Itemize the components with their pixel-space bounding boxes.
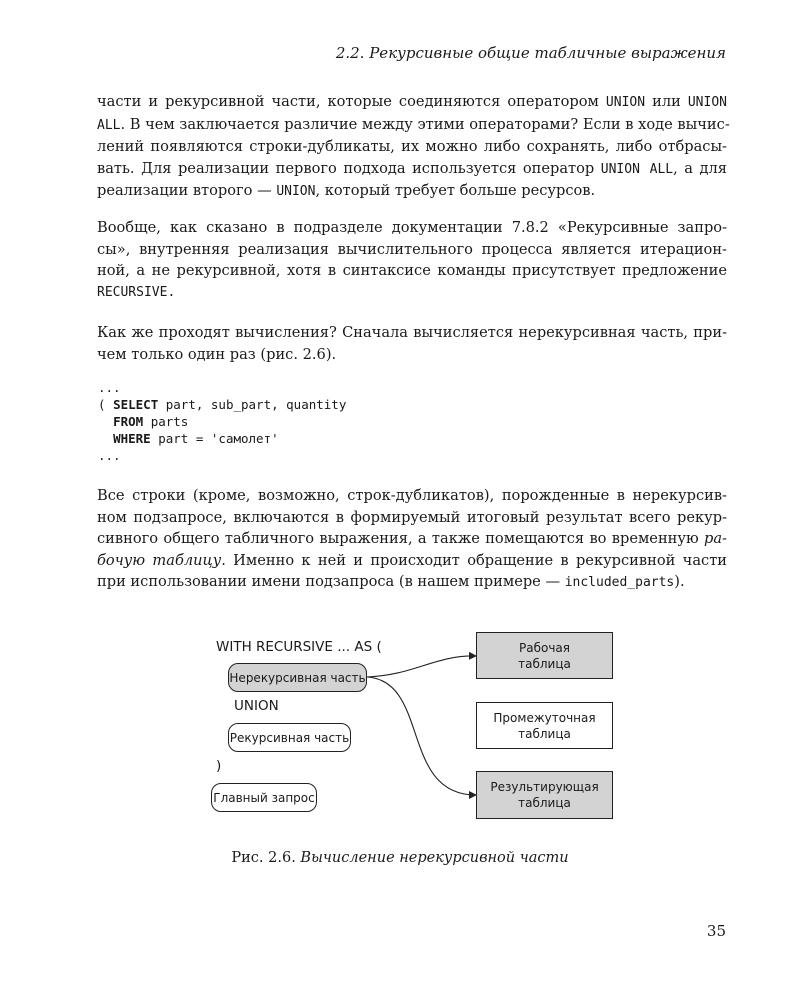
text-run: . В чем заключается различие между этими операторами? Если в ходе вычис-: [120, 115, 730, 133]
box-label: таблица: [518, 656, 571, 671]
text-run: при использовании имени подзапроса (в нашем примере —: [97, 573, 565, 590]
code-keyword: FROM: [113, 414, 144, 429]
text-run: или: [645, 93, 688, 110]
paragraph-line: Вообще, как сказано в подразделе документации 7.8.2 «Рекурсивные запро-: [97, 219, 727, 236]
box-label: Рабочая: [519, 640, 570, 655]
paragraph-line: [97, 571, 727, 594]
page-number: 35: [706, 922, 726, 940]
paragraph-4: [97, 485, 727, 594]
code-keyword: SELECT: [113, 397, 159, 412]
code-token: [98, 431, 113, 446]
text-run: вать. Для реализации первого подхода используется оператор: [97, 159, 601, 177]
emphasis: бочую таблицу: [97, 551, 222, 569]
code-token: parts: [143, 414, 189, 429]
recursive-part-node: Рекурсивная часть: [228, 723, 351, 752]
box-label: таблица: [518, 796, 571, 810]
figure-caption: [0, 850, 800, 866]
close-paren-label: ): [216, 758, 222, 774]
main-query-node: Главный запрос: [211, 783, 317, 812]
box-label: Результирующая: [490, 780, 599, 794]
intermediate-table-box: [476, 702, 613, 749]
with-recursive-label: WITH RECURSIVE ... AS (: [216, 639, 382, 655]
code-line: ...: [98, 380, 121, 395]
box-label: таблица: [518, 726, 571, 741]
paragraph-line: Все строки (кроме, возможно, строк-дубликатов), порожденные в нерекурсив-: [97, 487, 727, 504]
paragraph-2: [97, 217, 727, 303]
paragraph-line: ном подзапросе, включаются в формируемый итоговый результат всего рекур-: [97, 508, 727, 526]
paragraph-line: [97, 528, 727, 550]
paragraph-line: [97, 180, 727, 203]
code-block: [98, 379, 346, 464]
paragraph-line: [97, 91, 727, 114]
text-run: . Именно к ней и происходит обращение в рекурсивной части: [221, 551, 727, 569]
code-token: part = 'самолет': [150, 431, 279, 446]
result-table-box: [476, 771, 613, 819]
arrow-to-result-table: [367, 677, 476, 795]
code-line: [98, 397, 346, 412]
inline-code: UNION: [276, 184, 316, 199]
code-token: part, sub_part, quantity: [158, 397, 347, 412]
text-run: ).: [674, 573, 685, 590]
paragraph-line: ной, а не рекурсивной, хотя в синтаксисе команды присутствует предложение: [97, 262, 727, 279]
text-run: сивного общего табличного выражения, а также помещаются во временную: [97, 530, 705, 547]
inline-code: ALL: [97, 117, 121, 133]
arrow-to-working-table: [367, 656, 476, 677]
inline-code: UNION: [687, 95, 727, 110]
code-keyword: WHERE: [113, 431, 151, 446]
paragraph-3: [97, 322, 727, 365]
union-label: UNION: [234, 698, 279, 714]
paragraph-line: RECURSIVE.: [97, 284, 176, 300]
running-header: 2.2. Рекурсивные общие табличные выражения: [335, 44, 726, 62]
paragraph-line: [97, 158, 727, 181]
working-table-box: [476, 632, 613, 679]
paragraph-line: чем только один раз (рис. 2.6).: [97, 345, 337, 363]
caption-title: Вычисление нерекурсивной части: [300, 850, 569, 866]
code-token: (: [98, 397, 114, 412]
text-run: части и рекурсивной части, которые соединяются оператором: [97, 93, 606, 110]
inline-code: included_parts: [564, 575, 675, 590]
figure-2-6: [200, 625, 630, 845]
text-run: , а для: [673, 159, 727, 177]
code-line: [98, 414, 188, 429]
paragraph-line: Как же проходят вычисления? Сначала вычисляется нерекурсивная часть, при-: [97, 324, 727, 341]
nonrecursive-part-node: Нерекурсивная часть: [228, 663, 367, 692]
caption-prefix: Рис. 2.6.: [231, 850, 301, 866]
paragraph-line: [97, 114, 730, 137]
paragraph-1: [97, 91, 730, 203]
paragraph-line: [97, 550, 727, 572]
code-token: [98, 414, 113, 429]
emphasis: ра-: [704, 530, 727, 547]
code-line: [98, 431, 279, 446]
text-run: , который требует больше ресурсов.: [315, 182, 596, 199]
paragraph-line: сы», внутренняя реализация вычислительного процесса является итерацион-: [97, 240, 727, 258]
paragraph-line: лений появляются строки-дубликаты, их можно либо сохранять, либо отбрасы-: [97, 138, 727, 155]
inline-code: UNION: [605, 95, 646, 110]
text-run: реализации второго —: [97, 182, 277, 199]
code-line: ...: [98, 448, 121, 463]
box-label: Промежуточная: [493, 710, 596, 725]
inline-code: UNION ALL: [600, 161, 674, 177]
